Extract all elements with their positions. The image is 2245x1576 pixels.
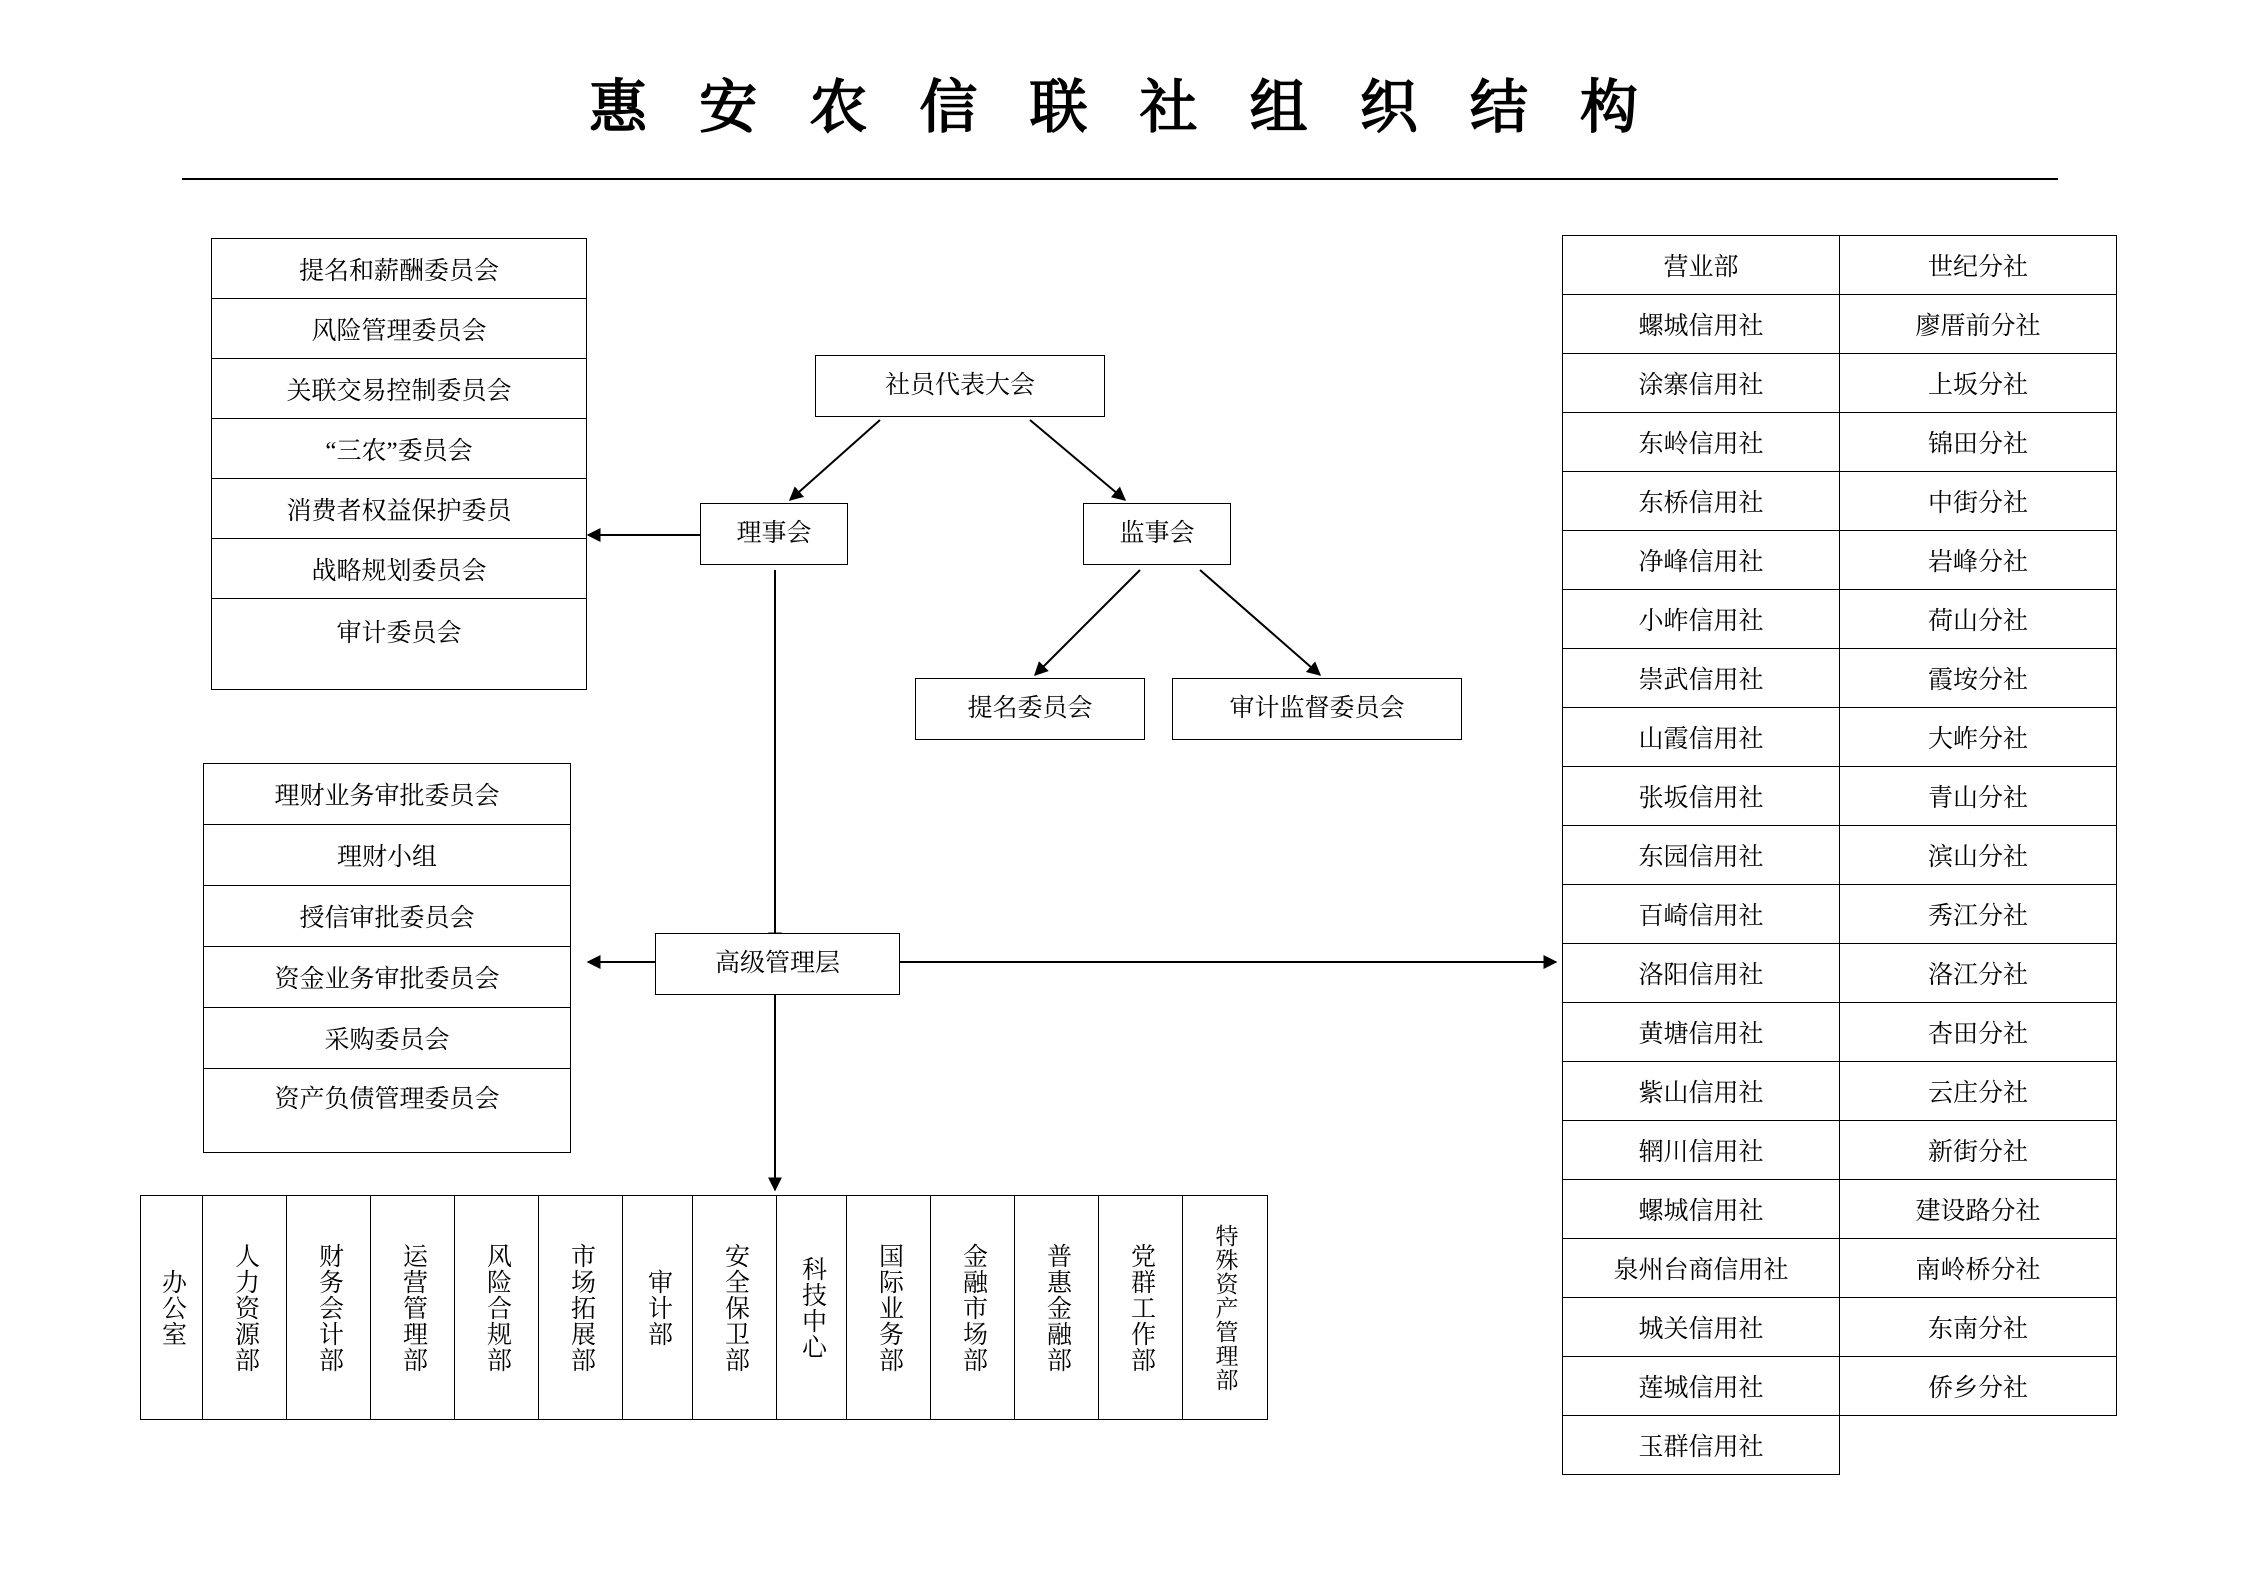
node-supervisory-label: 监事会 <box>1119 519 1195 547</box>
node-audit-supervision-label: 审计监督委员会 <box>1229 694 1405 722</box>
node-senior-management-label: 高级管理层 <box>714 949 840 977</box>
department-label: 运营管理部 <box>399 1242 427 1373</box>
board-committee-label: 提名和薪酬委员会 <box>298 257 499 285</box>
department-label: 风险合规部 <box>483 1242 511 1373</box>
branch-sub-branch-cell[interactable]: 大岞分社 <box>1840 708 2117 767</box>
department-item[interactable] <box>1015 1196 1099 1419</box>
branch-sub-branch-cell[interactable]: 中街分社 <box>1840 472 2117 531</box>
department-label: 特殊资产管理部 <box>1212 1223 1238 1392</box>
branch-sub-branch-cell[interactable]: 世纪分社 <box>1840 236 2117 295</box>
node-board-label: 理事会 <box>736 519 812 547</box>
management-committee-item[interactable] <box>204 947 570 1008</box>
table-row <box>1563 236 2117 295</box>
branch-sub-branch-cell[interactable]: 洛江分社 <box>1840 944 2117 1003</box>
branch-sub-branch-cell[interactable]: 廖厝前分社 <box>1840 295 2117 354</box>
title-divider <box>182 178 2058 180</box>
department-item[interactable] <box>539 1196 623 1419</box>
management-committee-item[interactable] <box>204 1069 570 1154</box>
table-row <box>1563 708 2117 767</box>
department-label: 金融市场部 <box>959 1242 987 1373</box>
department-item[interactable] <box>287 1196 371 1419</box>
node-board[interactable] <box>700 503 848 565</box>
department-label: 国际业务部 <box>875 1242 903 1373</box>
board-committee-label: 消费者权益保护委员 <box>286 497 512 525</box>
table-row <box>1563 413 2117 472</box>
board-committee-item[interactable] <box>212 299 586 359</box>
branch-credit-union-cell[interactable]: 紫山信用社 <box>1563 1062 1840 1121</box>
branch-table <box>1562 235 2117 1475</box>
branch-credit-union-cell[interactable]: 辋川信用社 <box>1563 1121 1840 1180</box>
branch-credit-union-cell[interactable]: 山霞信用社 <box>1563 708 1840 767</box>
department-label: 财务会计部 <box>315 1242 343 1373</box>
branch-sub-branch-cell[interactable]: 青山分社 <box>1840 767 2117 826</box>
branch-credit-union-cell[interactable]: 城关信用社 <box>1563 1298 1840 1357</box>
department-label: 审计部 <box>644 1268 672 1347</box>
branch-credit-union-cell[interactable]: 洛阳信用社 <box>1563 944 1840 1003</box>
branch-credit-union-cell[interactable]: 泉州台商信用社 <box>1563 1239 1840 1298</box>
branch-credit-union-cell[interactable]: 螺城信用社 <box>1563 295 1840 354</box>
branch-sub-branch-cell[interactable]: 锦田分社 <box>1840 413 2117 472</box>
table-row <box>1563 1357 2117 1416</box>
node-assembly-label: 社员代表大会 <box>884 371 1035 399</box>
node-nomination-committee[interactable] <box>915 678 1145 740</box>
board-committee-item[interactable] <box>212 599 586 691</box>
branch-credit-union-cell[interactable]: 莲城信用社 <box>1563 1357 1840 1416</box>
branch-credit-union-cell[interactable]: 螺城信用社 <box>1563 1180 1840 1239</box>
branch-sub-branch-cell[interactable]: 岩峰分社 <box>1840 531 2117 590</box>
branch-credit-union-cell[interactable]: 百崎信用社 <box>1563 885 1840 944</box>
management-committee-label: 授信审批委员会 <box>299 905 475 932</box>
board-committee-item[interactable] <box>212 479 586 539</box>
board-committee-label: 风险管理委员会 <box>311 317 487 345</box>
branch-sub-branch-cell-empty <box>1840 1416 2117 1475</box>
board-committee-item[interactable] <box>212 539 586 599</box>
table-row <box>1563 295 2117 354</box>
table-row <box>1563 590 2117 649</box>
branch-credit-union-cell[interactable]: 小岞信用社 <box>1563 590 1840 649</box>
branch-sub-branch-cell[interactable]: 荷山分社 <box>1840 590 2117 649</box>
table-row <box>1563 354 2117 413</box>
management-committee-item[interactable] <box>204 1008 570 1069</box>
branch-sub-branch-cell[interactable]: 建设路分社 <box>1840 1180 2117 1239</box>
table-row <box>1563 885 2117 944</box>
management-committee-label: 理财小组 <box>336 844 437 871</box>
page-title: 惠 安 农 信 联 社 组 织 结 构 <box>588 75 1657 140</box>
department-item[interactable] <box>1183 1196 1267 1419</box>
department-row <box>140 1195 1268 1420</box>
management-committee-item[interactable] <box>204 825 570 886</box>
management-committee-item[interactable] <box>204 764 570 825</box>
department-item[interactable] <box>623 1196 693 1419</box>
department-label: 安全保卫部 <box>721 1242 749 1373</box>
department-label: 普惠金融部 <box>1043 1242 1071 1373</box>
department-item[interactable] <box>931 1196 1015 1419</box>
department-item[interactable] <box>693 1196 777 1419</box>
department-label: 党群工作部 <box>1127 1242 1155 1373</box>
branch-sub-branch-cell[interactable]: 云庄分社 <box>1840 1062 2117 1121</box>
branch-credit-union-cell[interactable]: 东园信用社 <box>1563 826 1840 885</box>
branch-credit-union-cell[interactable]: 东桥信用社 <box>1563 472 1840 531</box>
board-committee-stack <box>211 238 587 690</box>
department-item[interactable] <box>371 1196 455 1419</box>
table-row <box>1563 1416 2117 1475</box>
branch-sub-branch-cell[interactable]: 东南分社 <box>1840 1298 2117 1357</box>
management-committee-label: 理财业务审批委员会 <box>274 783 500 810</box>
department-label: 人力资源部 <box>231 1242 259 1373</box>
branch-credit-union-cell[interactable]: 黄塘信用社 <box>1563 1003 1840 1062</box>
node-senior-management[interactable] <box>655 933 900 995</box>
branch-sub-branch-cell[interactable]: 南岭桥分社 <box>1840 1239 2117 1298</box>
department-item[interactable] <box>203 1196 287 1419</box>
node-audit-supervision-committee[interactable] <box>1172 678 1462 740</box>
table-row <box>1563 1298 2117 1357</box>
department-label: 科技中心 <box>798 1255 826 1360</box>
department-item[interactable] <box>1099 1196 1183 1419</box>
table-row <box>1563 1180 2117 1239</box>
table-row <box>1563 767 2117 826</box>
board-committee-item[interactable] <box>212 419 586 479</box>
management-committee-label: 资金业务审批委员会 <box>274 966 500 993</box>
branch-credit-union-cell[interactable]: 净峰信用社 <box>1563 531 1840 590</box>
branch-credit-union-cell[interactable]: 张坂信用社 <box>1563 767 1840 826</box>
table-row <box>1563 649 2117 708</box>
table-row <box>1563 944 2117 1003</box>
management-committee-label: 资产负债管理委员会 <box>274 1086 500 1113</box>
table-row <box>1563 531 2117 590</box>
board-committee-label: “三农”委员会 <box>325 437 473 465</box>
board-committee-label: 审计委员会 <box>336 620 462 647</box>
board-committee-item[interactable] <box>212 359 586 419</box>
department-item[interactable] <box>777 1196 847 1419</box>
table-row <box>1563 826 2117 885</box>
branch-credit-union-cell[interactable]: 营业部 <box>1563 236 1840 295</box>
branch-sub-branch-cell[interactable]: 新街分社 <box>1840 1121 2117 1180</box>
department-item[interactable] <box>847 1196 931 1419</box>
table-row <box>1563 1003 2117 1062</box>
branch-sub-branch-cell[interactable]: 杏田分社 <box>1840 1003 2117 1062</box>
node-assembly[interactable] <box>815 355 1105 417</box>
branch-sub-branch-cell[interactable]: 滨山分社 <box>1840 826 2117 885</box>
management-committee-item[interactable] <box>204 886 570 947</box>
branch-sub-branch-cell[interactable]: 秀江分社 <box>1840 885 2117 944</box>
table-row <box>1563 1239 2117 1298</box>
department-item[interactable] <box>141 1196 203 1419</box>
node-supervisory[interactable] <box>1083 503 1231 565</box>
table-row <box>1563 472 2117 531</box>
department-label: 市场拓展部 <box>567 1242 595 1373</box>
branch-sub-branch-cell[interactable]: 侨乡分社 <box>1840 1357 2117 1416</box>
board-committee-label: 关联交易控制委员会 <box>286 377 512 405</box>
branch-credit-union-cell[interactable]: 崇武信用社 <box>1563 649 1840 708</box>
table-row <box>1563 1062 2117 1121</box>
board-committee-label: 战略规划委员会 <box>311 557 487 585</box>
branch-sub-branch-cell[interactable]: 霞垵分社 <box>1840 649 2117 708</box>
department-label: 办公室 <box>158 1268 186 1347</box>
node-nomination-label: 提名委员会 <box>967 694 1093 722</box>
management-committee-stack <box>203 763 571 1153</box>
board-committee-item[interactable] <box>212 239 586 299</box>
management-committee-label: 采购委员会 <box>324 1027 450 1054</box>
table-row <box>1563 1121 2117 1180</box>
branch-credit-union-cell[interactable]: 玉群信用社 <box>1563 1416 1840 1475</box>
branch-credit-union-cell[interactable]: 涂寨信用社 <box>1563 354 1840 413</box>
branch-sub-branch-cell[interactable]: 上坂分社 <box>1840 354 2117 413</box>
branch-credit-union-cell[interactable]: 东岭信用社 <box>1563 413 1840 472</box>
department-item[interactable] <box>455 1196 539 1419</box>
